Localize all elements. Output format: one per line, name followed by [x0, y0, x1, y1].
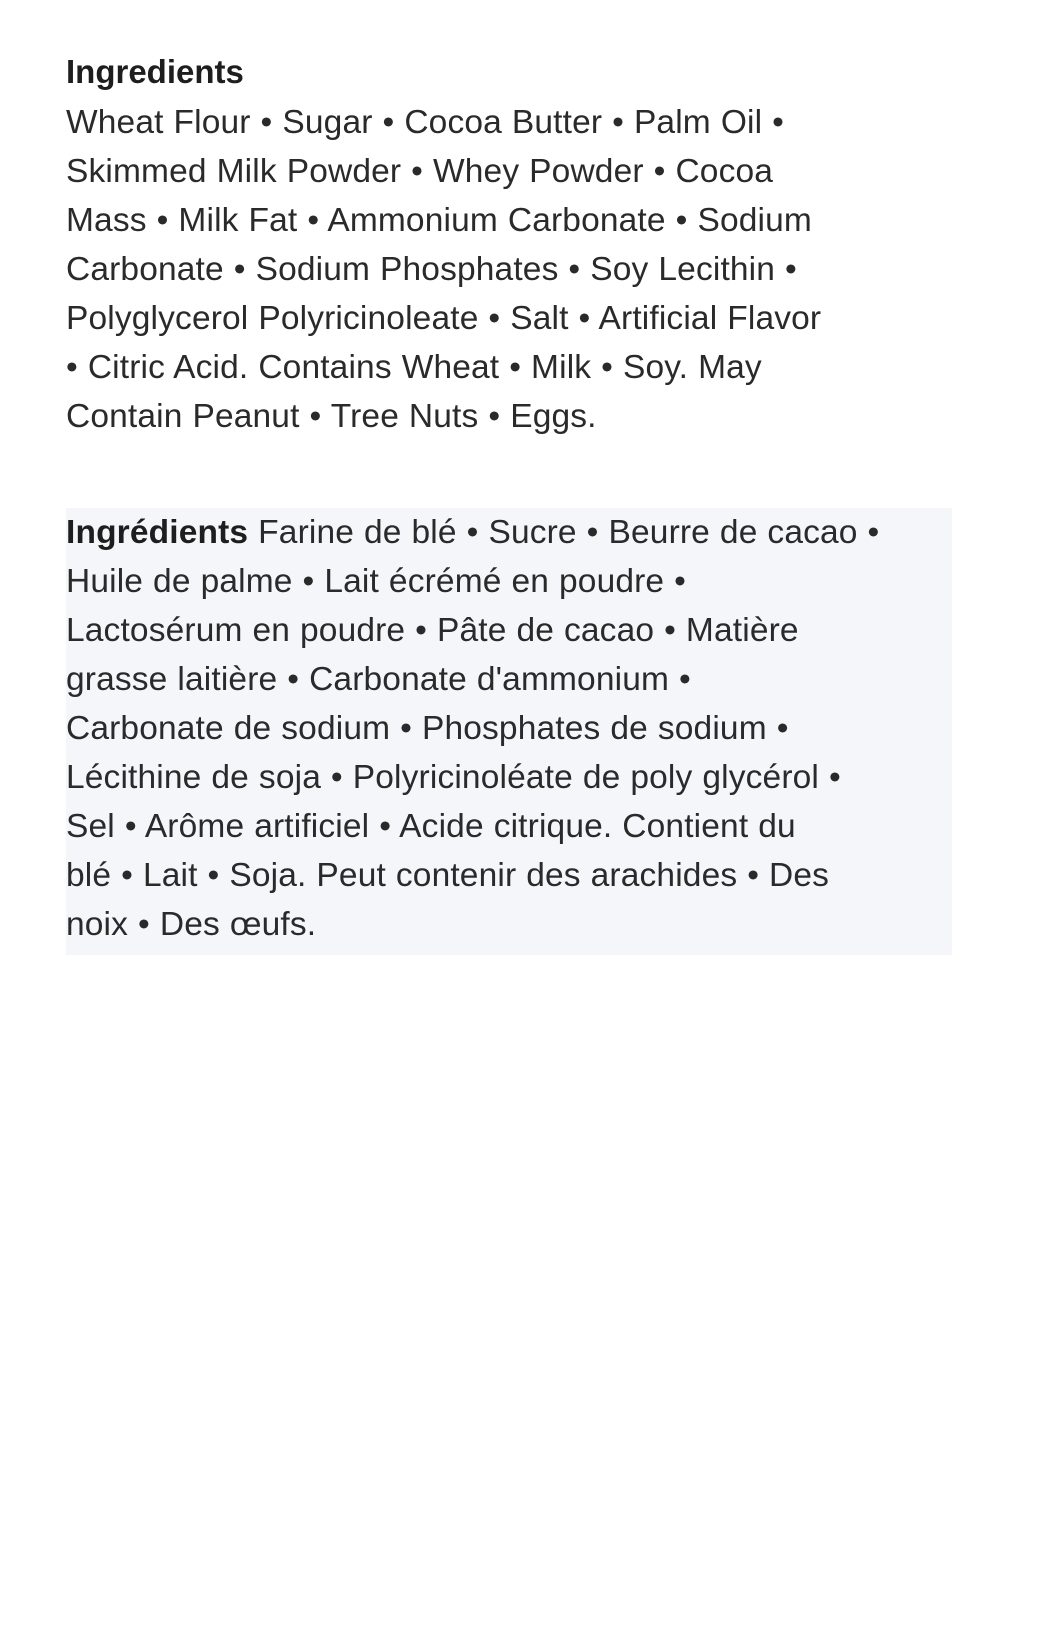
french-ingredients-line: blé • Lait • Soja. Peut contenir des arachides • Des — [66, 857, 830, 894]
french-ingredients-line: Huile de palme • Lait écrémé en poudre • — [66, 563, 687, 600]
french-ingredients-line: noix • Des œufs. — [66, 906, 317, 943]
english-ingredients-line: Carbonate • Sodium Phosphates • Soy Lecithin • — [66, 251, 797, 288]
french-ingredients-line: Lactosérum en poudre • Pâte de cacao • Matière — [66, 612, 799, 649]
french-ingredients-line: Lécithine de soja • Polyricinoléate de poly glycérol • — [66, 759, 841, 796]
french-ingredients-line: Farine de blé • Sucre • Beurre de cacao • — [248, 514, 880, 551]
english-ingredients-line: Polyglycerol Polyricinoleate • Salt • Artificial Flavor — [66, 300, 822, 337]
english-ingredients-line: Skimmed Milk Powder • Whey Powder • Cocoa — [66, 153, 774, 190]
french-ingredients-line: Carbonate de sodium • Phosphates de sodium • — [66, 710, 789, 747]
english-ingredients-text — [66, 98, 966, 441]
french-ingredients-heading: Ingrédients — [66, 514, 249, 551]
english-ingredients-heading: Ingredients — [66, 53, 244, 90]
english-ingredients-line: • Citric Acid. Contains Wheat • Milk • Soy. May — [66, 349, 762, 386]
french-ingredients-line: Sel • Arôme artificiel • Acide citrique. Contient du — [66, 808, 796, 845]
english-ingredients-line: Wheat Flour • Sugar • Cocoa Butter • Palm Oil • — [66, 104, 785, 141]
english-ingredients-line: Contain Peanut • Tree Nuts • Eggs. — [66, 398, 597, 435]
french-ingredients-line: grasse laitière • Carbonate d'ammonium • — [66, 661, 691, 698]
english-ingredients-section — [66, 50, 966, 441]
english-ingredients-line: Mass • Milk Fat • Ammonium Carbonate • Sodium — [66, 202, 812, 239]
french-ingredients-first-line — [66, 508, 952, 557]
french-ingredients-section — [66, 508, 952, 955]
